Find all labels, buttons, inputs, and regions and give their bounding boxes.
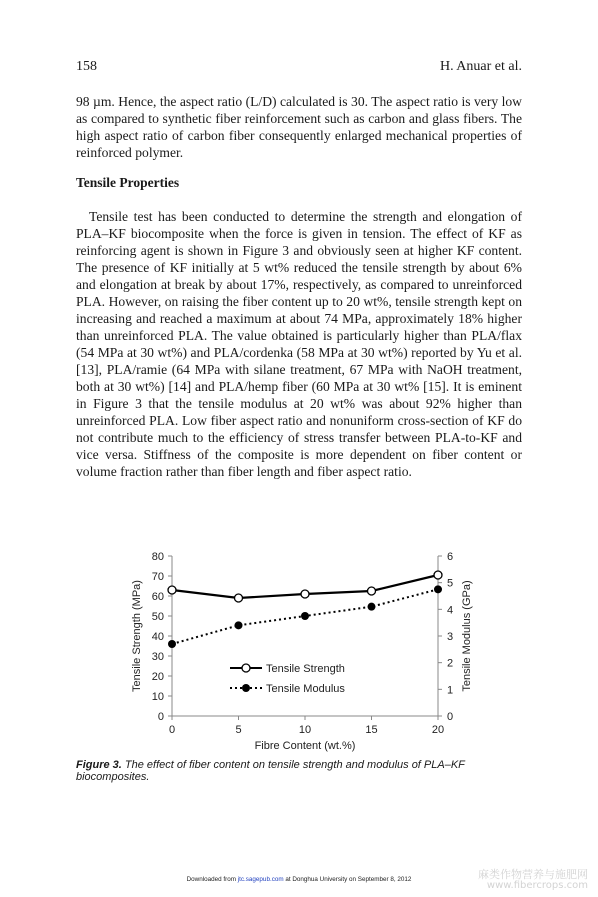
figure-caption <box>76 759 522 783</box>
y-tick-label: 60 <box>151 591 164 603</box>
caption-text: The effect of fiber content on tensile strength and modulus of PLA–KF biocomposites. <box>76 759 465 783</box>
data-point-series-1 <box>235 594 243 602</box>
y-tick-label: 40 <box>151 631 164 643</box>
x-tick-label: 5 <box>235 724 242 736</box>
footer-suffix: at Donghua University on September 8, 2012 <box>285 876 412 883</box>
data-point-series-1 <box>434 571 442 579</box>
watermark-url: www.fibercrops.com <box>486 880 588 891</box>
figure-3-chart <box>120 540 480 752</box>
legend-label-2: Tensile Modulus <box>266 683 345 695</box>
data-point-series-2 <box>434 585 442 593</box>
x-tick-label: 15 <box>365 724 378 736</box>
page-number: 158 <box>76 59 97 74</box>
legend-marker-1 <box>242 664 250 672</box>
y2-tick-label: 4 <box>447 604 454 617</box>
legend-marker-2 <box>242 684 250 692</box>
data-point-series-2 <box>301 612 309 620</box>
y2-tick-label: 1 <box>447 684 454 697</box>
data-point-series-1 <box>368 587 376 595</box>
footer-prefix: Downloaded from <box>186 876 236 883</box>
y2-tick-label: 0 <box>447 711 454 723</box>
x-tick-label: 10 <box>298 724 312 736</box>
x-axis-label: Fibre Content (wt.%) <box>254 740 356 752</box>
footer-link[interactable]: jtc.sagepub.com <box>237 876 284 883</box>
y-tick-label: 70 <box>151 571 164 583</box>
y-tick-label: 0 <box>157 711 164 723</box>
x-tick-label: 20 <box>431 724 445 736</box>
section-heading: Tensile Properties <box>76 175 180 190</box>
running-header <box>76 59 522 77</box>
data-point-series-1 <box>168 586 176 594</box>
y-tick-label: 80 <box>151 551 164 563</box>
y2-tick-label: 2 <box>447 657 454 670</box>
y-tick-label: 30 <box>151 651 164 663</box>
y2-tick-label: 5 <box>447 577 454 590</box>
paragraph-tensile: Tensile test has been conducted to determine the strength and elongation of PLA–KF biocomposite when the force is given in tension. The effect of KF as reinforcing agent is shown in Figure 3 and obviously seen at higher KF content. The presence of KF initially at 5 wt% reduced the tensile strength by about 6% and elongation at break by about 17%, respectively, as compared to unreinforced PLA. However, on raising the fiber content up to 20 wt%, tensile strength kept on increasing and reached a maximum at about 74 MPa, approximately 18% higher than unreinforced PLA. The value obtained is particularly higher than PLA/flax (54 MPa at 30 wt%) and PLA/cordenka (58 MPa at 30 wt%) reported by Yu et al. [13], PLA/ramie (64 MPa with silane treatment, 67 MPa with NaOH treatment, both at 30 wt%) [14] and PLA/hemp fiber (60 MPa at 30 wt% [15]. It is eminent in Figure 3 that the tensile modulus at 20 wt% was about 92% higher than unreinforced PLA. Low fiber aspect ratio and nonuniform cross-section of KF do not contribute much to the efficiency of stress transfer between PLA-to-KF and vice versa. Stiffness of the composite is more dependent on fiber content or volume fraction rather than fiber length and fiber aspect ratio. <box>76 209 522 479</box>
data-point-series-2 <box>235 621 243 629</box>
y-tick-label: 50 <box>151 611 164 623</box>
caption-label: Figure 3. <box>76 759 122 771</box>
watermark-chinese: 麻类作物营养与施肥网 <box>478 868 588 881</box>
legend-label-1: Tensile Strength <box>266 663 345 675</box>
x-tick-label: 0 <box>168 724 176 736</box>
data-point-series-1 <box>301 590 309 598</box>
y-tick-label: 20 <box>151 671 164 683</box>
y-tick-label: 10 <box>151 691 164 703</box>
paragraph-aspect-ratio: 98 µm. Hence, the aspect ratio (L/D) calculated is 30. The aspect ratio is very low as compared to synthetic fiber reinforcement such as carbon and glass fibers. The high aspect ratio of carbon fiber consequently enlarged mechanical properties of reinforced polymer. <box>76 94 522 160</box>
y-axis-label: Tensile Strength (MPa) <box>131 580 143 692</box>
y2-tick-label: 6 <box>447 551 454 563</box>
y2-axis-label: Tensile Modulus (GPa) <box>461 580 473 692</box>
y2-tick-label: 3 <box>447 631 454 643</box>
data-point-series-2 <box>368 603 376 611</box>
data-point-series-2 <box>168 640 176 648</box>
running-authors: H. Anuar et al. <box>439 59 522 74</box>
